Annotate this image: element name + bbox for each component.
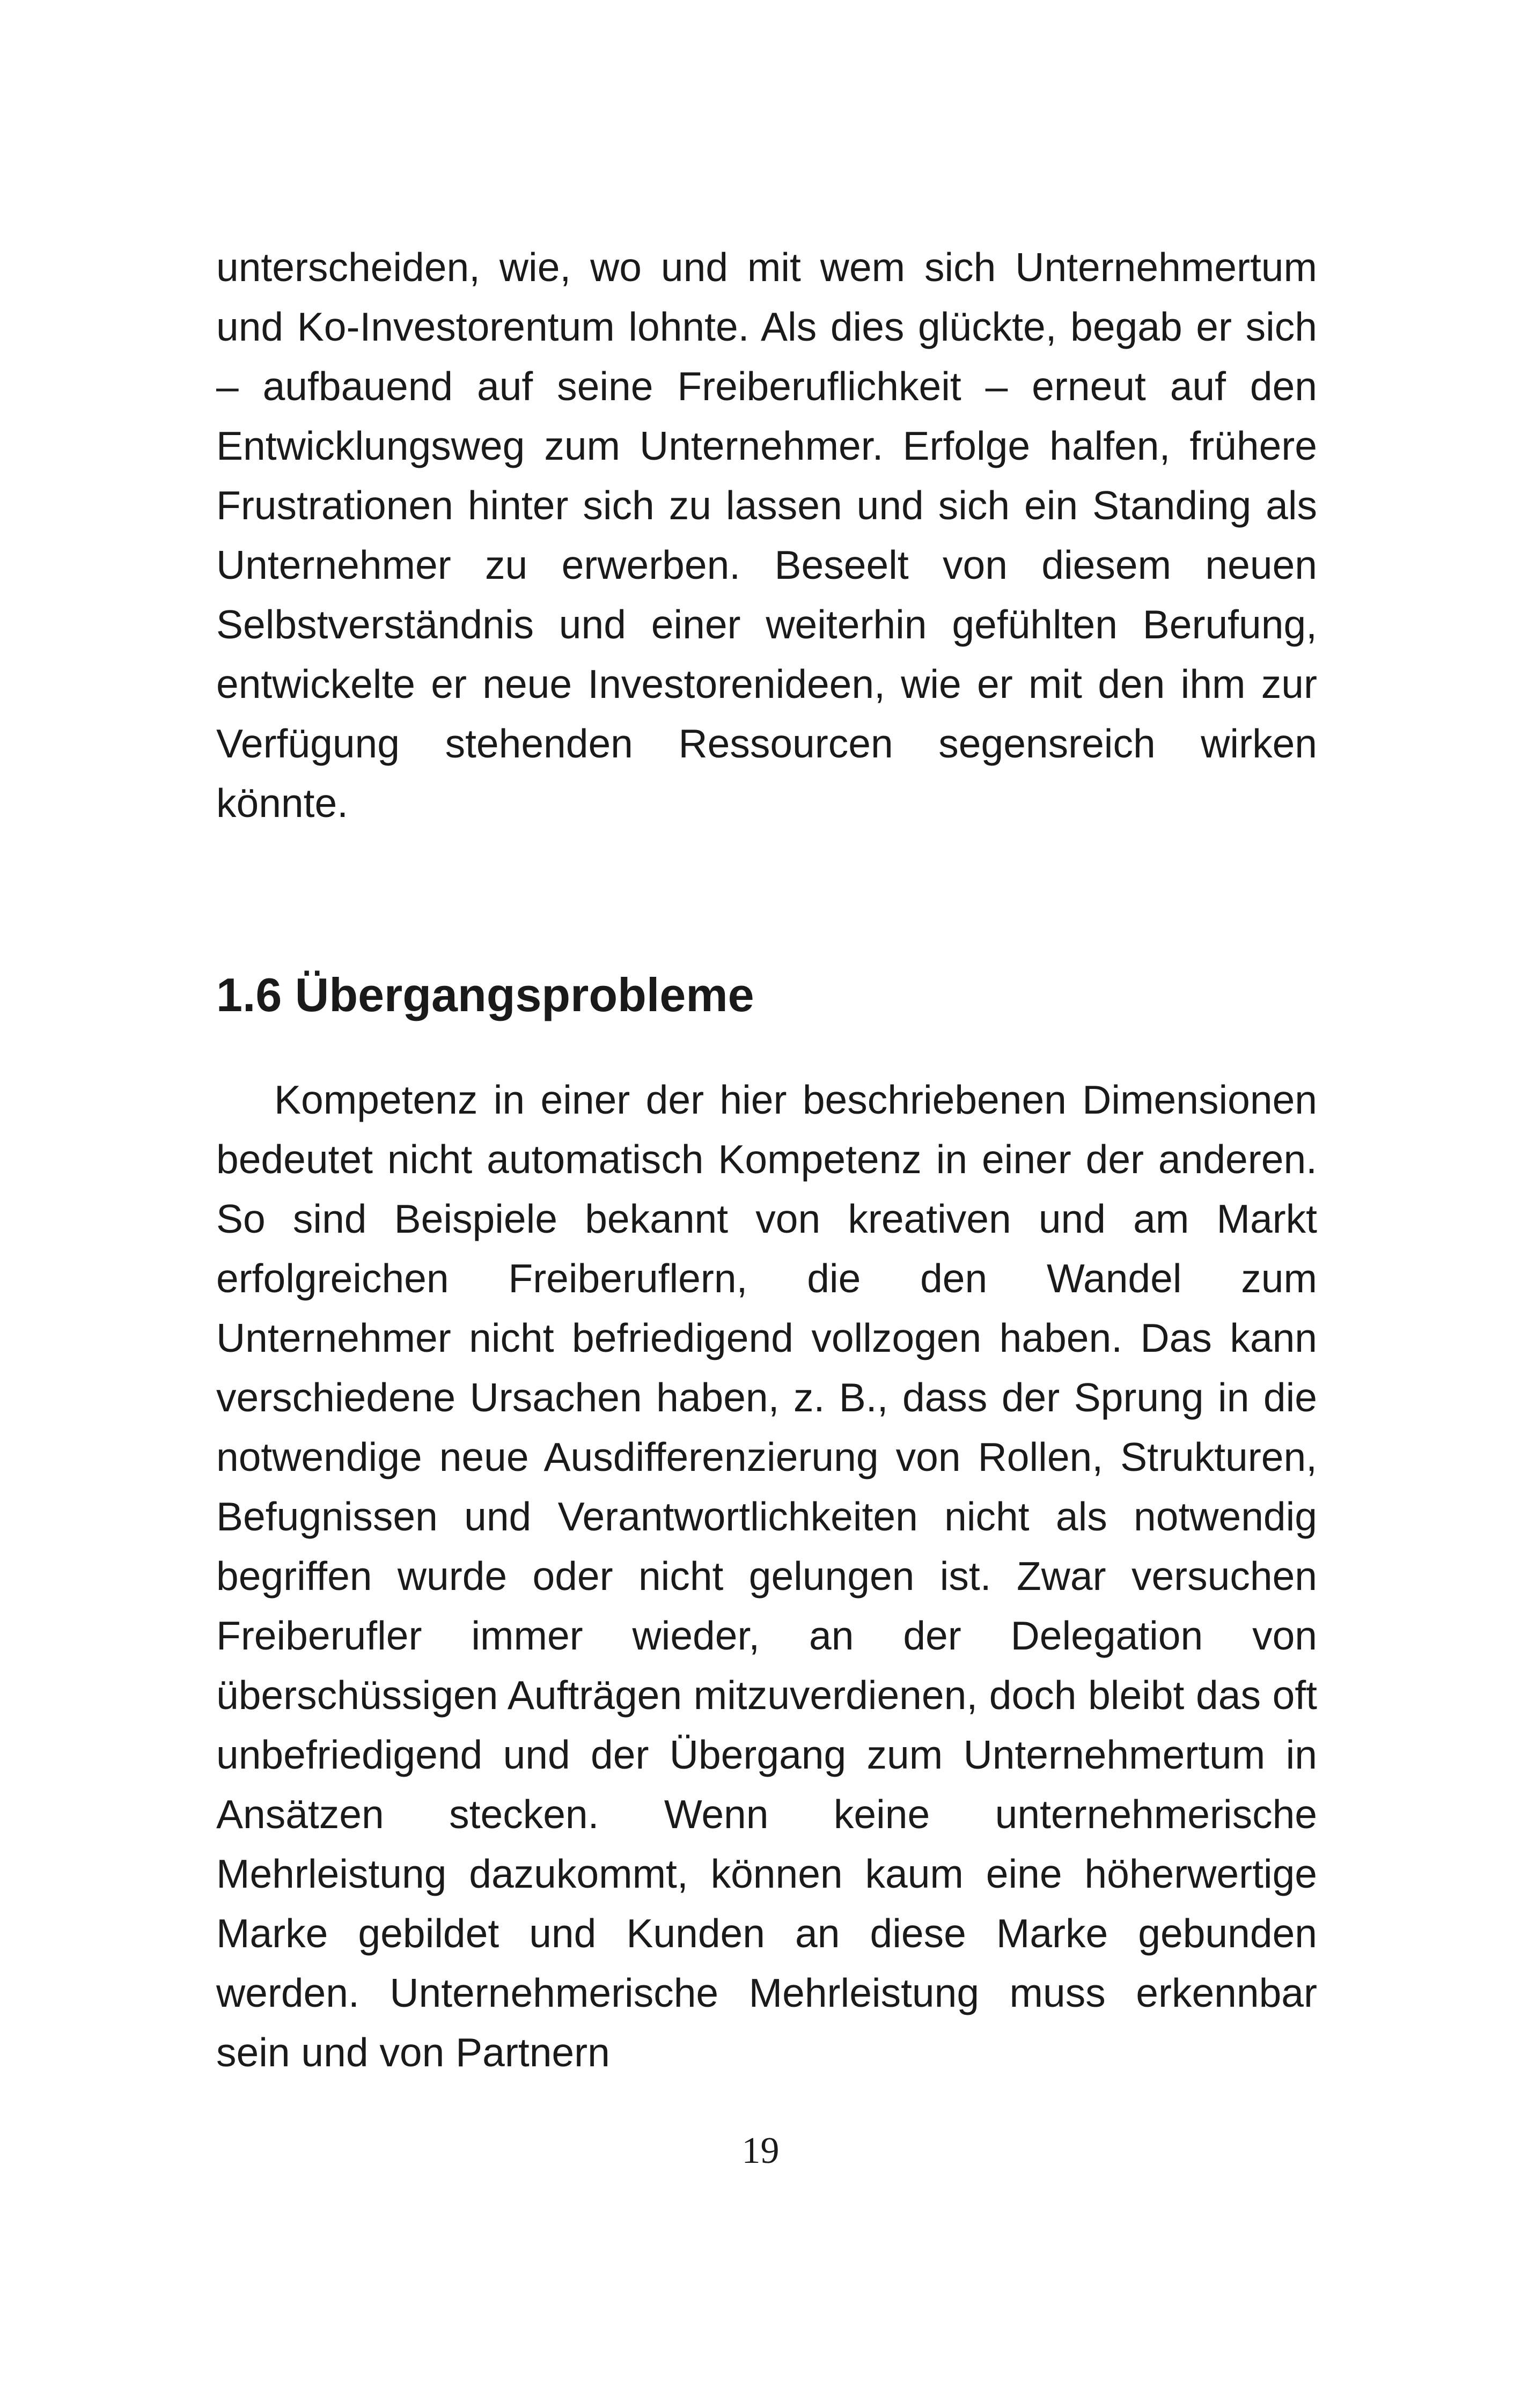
section-paragraph: Kompetenz in einer der hier beschriebenen Dimensionen bedeutet nicht automatisch Kompetenz in einer der anderen. So sind Beispiele bekannt von kreativen und am Markt erfolgreichen Freiberuflern, die den Wandel zum Unternehmer nicht befriedigend vollzogen haben. Das kann verschiedene Ursachen haben, z. B., dass der Sprung in die notwendige neue Ausdifferenzierung von Rollen, Strukturen, Befugnissen und Verantwortlichkeiten nicht als notwendig begriffen wurde oder nicht gelungen ist. Zwar versuchen Freiberufler immer wieder, an der Delegation von überschüssigen Aufträgen mitzuverdienen, doch bleibt das oft unbefriedigend und der Übergang zum Unternehmertum in Ansätzen stecken. Wenn keine unternehmerische Mehrleistung dazukommt, können kaum eine höherwertige Marke gebildet und Kunden an diese Marke gebunden werden. Unternehmerische Mehrleistung muss erkennbar sein und von Partnern xyxy=(216,1077,1317,2075)
page-number: 19 xyxy=(741,2130,780,2171)
continued-paragraph: unterscheiden, wie, wo und mit wem sich Unternehmertum und Ko-Investorentum lohnte. Als dies glückte, begab er sich – aufbauend auf seine Freiberuflichkeit – erneut auf den Entwicklungsweg zum Unternehmer. Erfolge halfen, frühere Frustrationen hinter sich zu lassen und sich ein Standing als Unternehmer zu erwerben. Beseelt von diesem neuen Selbstverständnis und einer weiterhin gefühlten Berufung, entwickelte er neue Investorenideen, wie er mit den ihm zur Verfügung stehenden Ressourcen segensreich wirken könnte. xyxy=(216,245,1317,826)
section-heading: 1.6 Übergangsprobleme xyxy=(216,968,754,1021)
